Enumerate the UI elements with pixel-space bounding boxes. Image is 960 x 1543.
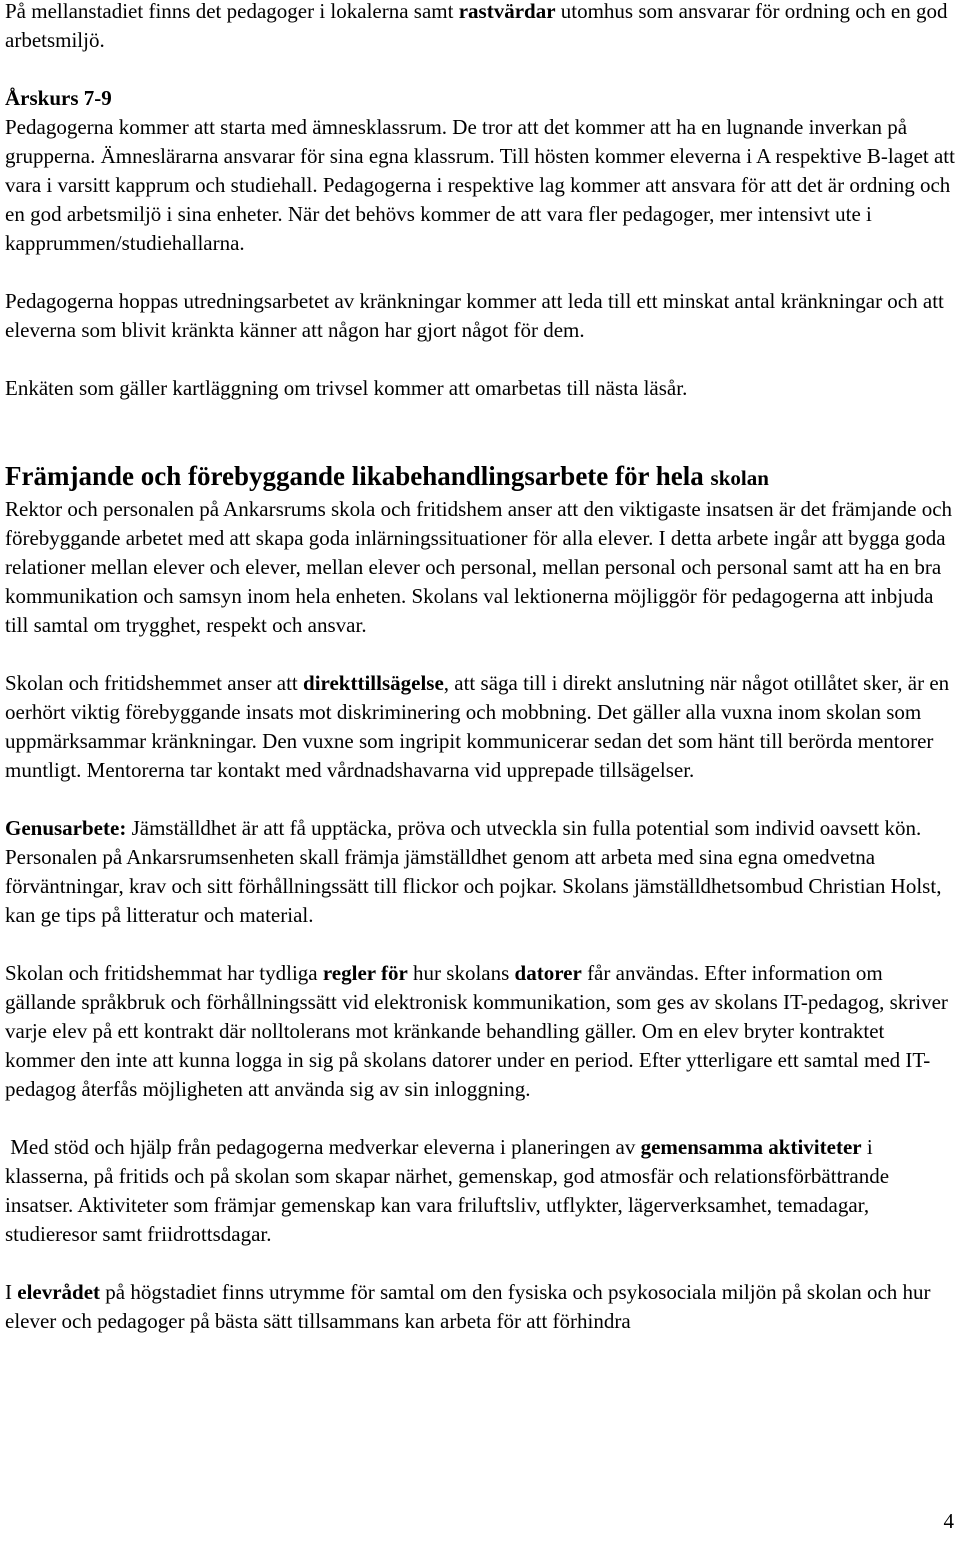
- paragraph-aktiviteter: [5, 1133, 955, 1249]
- paragraph-direkttillsagelse: [5, 669, 955, 785]
- page-number: 4: [943, 1509, 954, 1533]
- section-heading-main: Främjande och förebyggande likabehandlingsarbete för hela: [5, 461, 711, 491]
- paragraph-genusarbete: [5, 814, 955, 930]
- document-page: [5, 0, 955, 1336]
- text: På mellanstadiet finns det pedagoger i lokalerna samt: [5, 0, 459, 23]
- bold-datorer: datorer: [514, 961, 582, 985]
- text: hur skolans: [407, 961, 515, 985]
- paragraph-mellanstadiet: [5, 0, 955, 55]
- text: får användas. Efter information om gällande språkbruk och förhållningssätt vid elektronisk kommunikation, som ges av skolans IT-pedagog, skriver varje elev på ett kontrakt där nolltolerans mot kränkande behandling gäller. Om en elev bryter kontraktet kommer den inte att kunna logga in sig på skolans datorer under en period. Efter ytterligare ett samtal med IT-pedagog återfås möjligheten att använda sig av sin inloggning.: [5, 961, 948, 1101]
- bold-direkttillsagelse: direkttillsägelse: [303, 671, 444, 695]
- bold-rastvardar: rastvärdar: [458, 0, 556, 23]
- text: i klasserna, på fritids och på skolan som skapar närhet, gemenskap, god atmosfär och relationsförbättrande insatser. Aktiviteter som främjar gemenskap kan vara friluftsliv, utflykter, lägerverksamhet, temadagar, studieresor samt friidrottsdagar.: [5, 1135, 895, 1246]
- text: Med stöd och hjälp från pedagogerna medverkar eleverna i planeringen av: [5, 1135, 641, 1159]
- section-heading-small: skolan: [710, 466, 769, 490]
- paragraph-hoppas: Pedagogerna hoppas utredningsarbetet av kränkningar kommer att leda till ett minskat antal kränkningar och att eleverna som blivit kränkta känner att någon har gjort något för dem.: [5, 289, 944, 342]
- bold-elevradet: elevrådet: [17, 1280, 101, 1304]
- paragraph-rektor: Rektor och personalen på Ankarsrums skola och fritidshem anser att den viktigaste insatsen är det främjande och förebyggande arbetet med att skapa goda inlärningssituationer för alla elever. I detta arbete ingår att bygga goda relationer mellan elever och elever, mellan elever och personal, mellan personal och personal samt att ha en bra kommunikation och samsyn inom hela enheten. Skolans val lektionerna möjliggör för pedagogerna att inbjuda till samtal om trygghet, respekt och ansvar.: [5, 497, 953, 637]
- text: Skolan och fritidshemmet anser att: [5, 671, 304, 695]
- bold-regler-for: regler för: [322, 961, 408, 985]
- text: Jämställdhet är att få upptäcka, pröva och utveckla sin fulla potential som individ oavsett kön. Personalen på Ankarsrumsenheten skall främja jämställdhet genom att arbeta med sina egna omedvetna förväntningar, krav och sitt förhållningssätt till flickor och pojkar. Skolans jämställdhetsombud Christian Holst, kan ge tips på litteratur och material.: [5, 816, 942, 927]
- text: I: [5, 1280, 18, 1304]
- heading-arskurs-7-9: Årskurs 7-9: [5, 86, 112, 110]
- bold-genusarbete: Genusarbete:: [5, 816, 127, 840]
- paragraph-arskurs: Pedagogerna kommer att starta med ämnesklassrum. De tror att det kommer att ha en lugnande inverkan på grupperna. Ämneslärarna ansvarar för sina egna klassrum. Till hösten kommer eleverna i A respektive B-laget att vara i varsitt kapprum och studiehall. Pedagogerna i respektive lag kommer att ansvara för att det är ordning och en god arbetsmiljö i sina enheter. När det behövs kommer de att vara fler pedagoger, mer intensivt ute i kapprummen/studiehallarna.: [5, 115, 955, 255]
- text: utomhus som ansvarar för ordning och en god arbetsmiljö.: [5, 0, 948, 52]
- text: Skolan och fritidshemmat har tydliga: [5, 961, 323, 985]
- paragraph-regler: [5, 959, 955, 1104]
- section-heading: [5, 459, 955, 495]
- paragraph-elevradet: [5, 1278, 955, 1336]
- text: på högstadiet finns utrymme för samtal om den fysiska och psykosociala miljön på skolan och hur elever och pedagoger på bästa sätt tillsammans kan arbeta för att förhindra: [5, 1280, 931, 1333]
- bold-gemensamma-aktiviteter: gemensamma aktiviteter: [640, 1135, 862, 1159]
- text: , att säga till i direkt anslutning när något otillåtet sker, är en oerhört viktig förebyggande insats mot diskriminering och mobbning. Det gäller alla vuxna inom skolan som uppmärksammar kränkningar. Den vuxne som ingripit kommunicerar sedan det som hänt till berörda mentorer muntligt. Mentorerna tar kontakt med vårdnadshavarna vid upprepade tillsägelser.: [5, 671, 950, 782]
- paragraph-enkaten: Enkäten som gäller kartläggning om trivsel kommer att omarbetas till nästa läsår.: [5, 376, 688, 400]
